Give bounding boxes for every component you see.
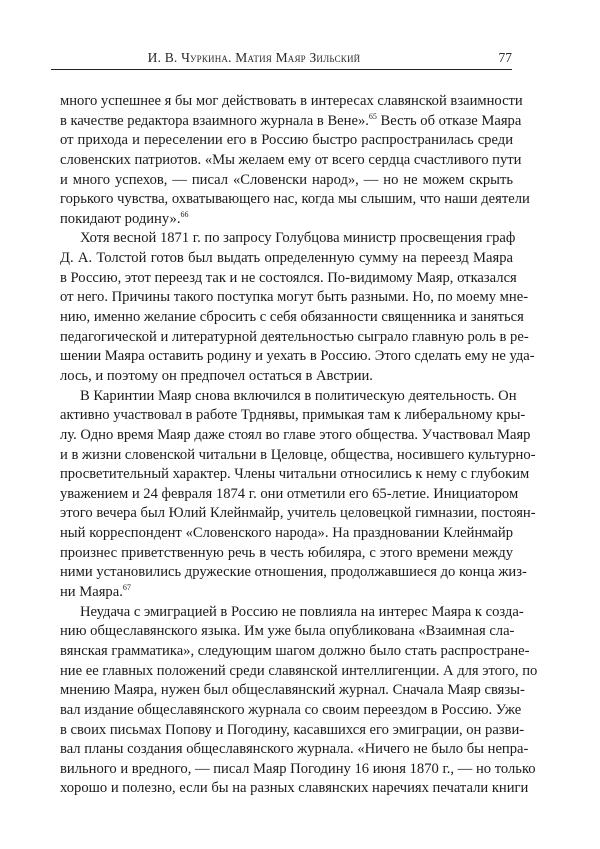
paragraph: [60, 92, 530, 229]
text-line: вал планы создания общеславянского журнала. «Ничего не было бы непра-: [60, 741, 529, 758]
text-line: покидают родину».$^{66}$: [60, 209, 189, 227]
page-number: 77: [498, 50, 512, 65]
text-line: ними установились дружеские отношения, продолжавшиеся до конца жиз-: [60, 564, 527, 581]
footnote-ref[interactable]: 66: [180, 209, 189, 219]
text-line: педагогической и литературной деятельностью сыграло главную роль в ре-: [60, 328, 529, 345]
text-line: от прихода и переселении его в Россию быстро распространилась среди: [60, 132, 513, 149]
text-line: много успешнее я бы мог действовать в интересах славянской взаимности: [60, 93, 523, 109]
text-line: в качестве редактора взаимного журнала в Вене».$^{65}$ Весть об отказе Маяра: [60, 111, 522, 129]
text-line: уважением и 24 февраля 1874 г. они отметили его 65-летие. Инициатором: [60, 485, 519, 502]
text-line: в своих письмах Попову и Погодину, касавшихся его эмиграции, он разви-: [60, 721, 525, 738]
text-line: шении Маяра оставить родину и уехать в Россию. Этого сделать ему не уда-: [60, 348, 535, 365]
body-text: [60, 92, 538, 799]
text-line: лось, и поэтому он предпочел остаться в Австрии.: [60, 367, 373, 384]
text-line: нию общеславянского языка. Им уже была опубликована «Взаимная сла-: [60, 623, 515, 640]
text-line: ни Маяра.$^{67}$: [60, 583, 131, 601]
text-line: ние ее главных положений среди славянской интеллигенции. А для этого, по: [60, 662, 538, 679]
text-line: горького чувства, охватывающего нас, когда мы слышим, что наши деятели: [60, 191, 530, 208]
running-header: [51, 45, 512, 70]
text-line: в Россию, этот переезд так и не состоялся. По-видимому Маяр, отказался: [60, 269, 517, 286]
text-line: Д. А. Толстой готов был выдать определенную сумму на переезд Маяра: [60, 250, 513, 267]
text-line: В Каринтии Маяр снова включился в политическую деятельность. Он: [80, 387, 517, 404]
text-line: произнес приветственную речь в честь юбиляра, с этого времени между: [60, 544, 513, 561]
text-line: Неудача с эмиграцией в Россию не повлияла на интерес Маяра к созда-: [80, 603, 524, 620]
text-line: активно участвовал в работе Трднявы, примыкая там к либеральному кры-: [60, 407, 526, 424]
running-title: И. В. Чуркина. Матия Маяр Зильский: [147, 50, 361, 65]
text-line: мнению Маяра, нужен был общеславянский журнал. Сначала Маяр связы-: [60, 682, 525, 699]
paragraph: [60, 387, 536, 603]
text-line: ный корреспондент «Словенского народа». На праздновании Клейнмайр: [60, 525, 513, 542]
paragraph: [60, 229, 535, 386]
footnote-ref[interactable]: 67: [122, 583, 131, 593]
text-line: лу. Одно время Маяр даже стоял во главе этого общества. Участвовал Маяр: [60, 426, 531, 443]
text-line: хорошо и полезно, если бы на разных славянских наречиях печатали книги: [60, 780, 529, 797]
text-line: и в жизни словенской читальни в Целовце, общества, носившего культурно-: [60, 446, 536, 463]
footnote-ref[interactable]: 65: [368, 111, 377, 121]
text-line: нию, именно желание сбросить с себя обязанности священника и заняться: [60, 309, 524, 326]
text-line: вянская грамматика», следующим шагом должно было стать распростране-: [60, 642, 530, 659]
text-line: и много успехов, — писал «Словенски народ», — но не можем скрыть: [60, 171, 513, 188]
text-line: Хотя весной 1871 г. по запросу Голубцова министр просвещения граф: [80, 230, 516, 247]
text-line: от него. Причины такого поступка могут быть разными. Но, по моему мне-: [60, 289, 529, 306]
text-line: вильного и вредного, — писал Маяр Погодину 16 июня 1870 г., — но только: [60, 760, 536, 777]
text-line: вал издание общеславянского журнала со своим переездом в Россию. Уже: [60, 701, 522, 718]
text-line: словенских патриотов. «Мы желаем ему от всего сердца счастливого пути: [60, 151, 522, 168]
text-line: этого вечера был Юлий Клейнмайр, учитель целовецкой гимназии, постоян-: [60, 505, 536, 522]
paragraph: [60, 603, 538, 799]
text-line: просветительный характер. Члены читальни относились к нему с глубоким: [60, 466, 530, 483]
